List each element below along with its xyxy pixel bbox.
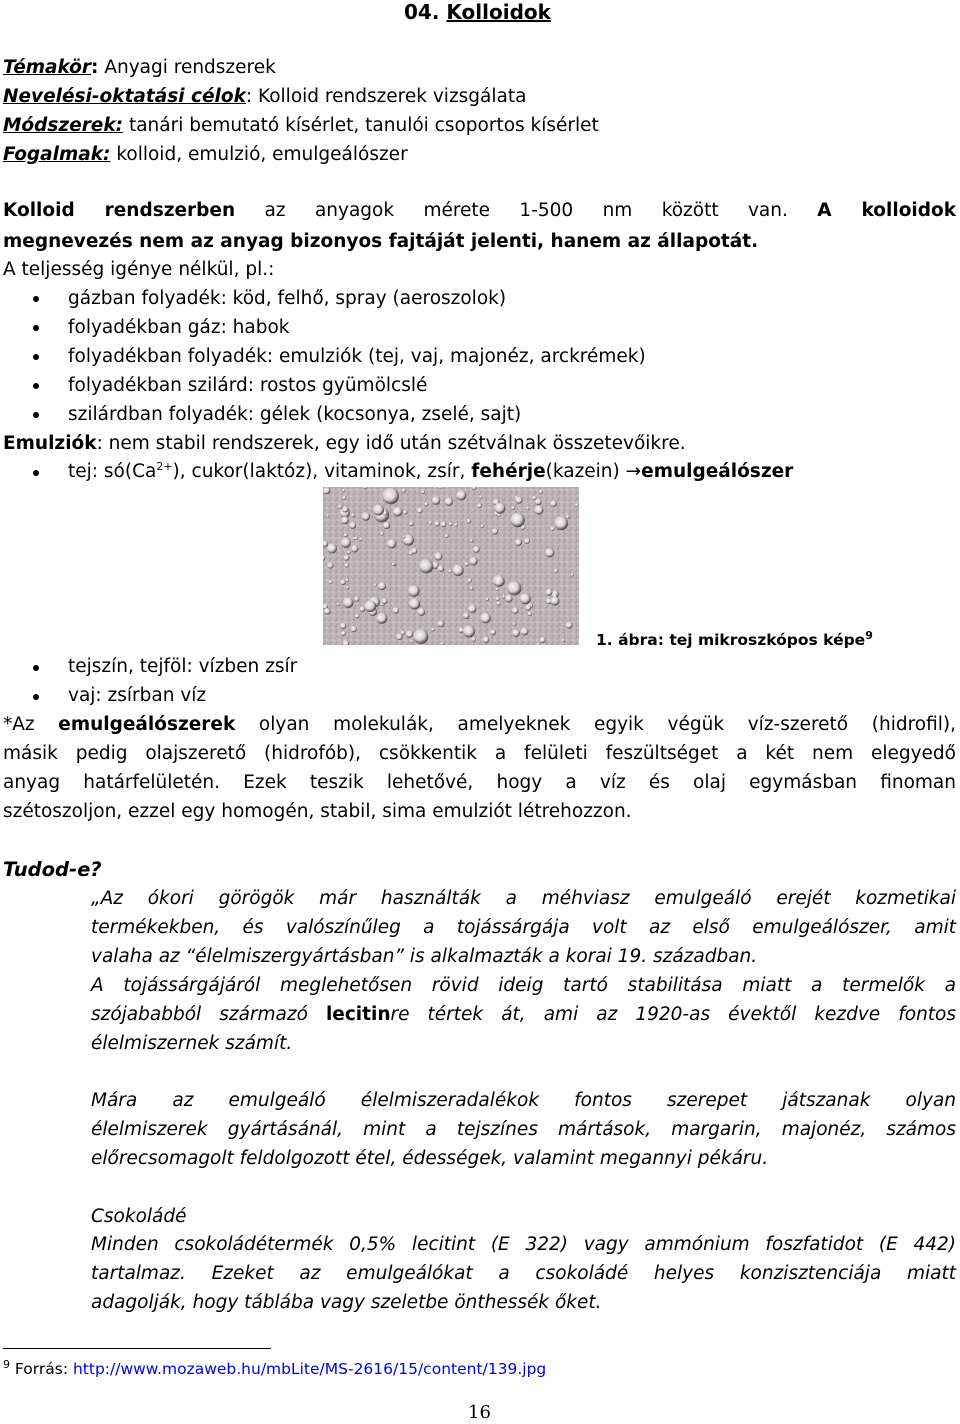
droplet bbox=[470, 539, 473, 542]
droplet bbox=[473, 546, 480, 553]
list-item: folyadékban folyadék: emulziók (tej, vaj, majonéz, arckrémek) bbox=[68, 346, 646, 367]
droplet bbox=[354, 596, 359, 601]
dyk-p3-line: Mára az emulgeáló élelmiszeradalékok fontos szerepet játszanak olyan bbox=[91, 1090, 956, 1111]
droplet bbox=[383, 488, 399, 504]
droplet bbox=[539, 490, 543, 494]
droplet bbox=[471, 637, 475, 641]
figure-footnote-ref: 9 bbox=[865, 628, 873, 642]
droplet bbox=[347, 550, 351, 554]
droplet bbox=[401, 631, 405, 635]
list-item: folyadékban gáz: habok bbox=[68, 317, 290, 338]
arrow-right-icon: → bbox=[625, 461, 642, 482]
droplet bbox=[466, 519, 471, 524]
bullet-icon bbox=[33, 354, 39, 360]
droplet bbox=[515, 539, 522, 546]
droplet bbox=[483, 637, 490, 644]
droplet bbox=[566, 622, 573, 629]
droplet bbox=[524, 538, 530, 544]
droplet bbox=[337, 603, 340, 606]
droplet bbox=[540, 637, 546, 643]
droplet bbox=[545, 548, 554, 557]
list-item: szilárdban folyadék: gélek (kocsonya, zselé, sajt) bbox=[68, 404, 522, 425]
droplet bbox=[554, 569, 558, 573]
milk-line bbox=[68, 459, 794, 482]
meta-topic-label: Témakör bbox=[3, 57, 92, 78]
droplet bbox=[470, 587, 474, 591]
milk-a: tej: só(Ca bbox=[68, 461, 157, 482]
dyk-p1-line: valaha az “élelmiszergyártásban” is alkalmazták a korai 19. században. bbox=[91, 946, 758, 967]
droplet bbox=[481, 525, 484, 528]
droplet bbox=[406, 630, 414, 638]
droplet bbox=[528, 612, 532, 616]
droplet bbox=[480, 613, 491, 624]
bullet-icon bbox=[33, 325, 39, 331]
droplet bbox=[449, 522, 453, 526]
page-number: 16 bbox=[468, 1402, 491, 1423]
meta-topic bbox=[3, 59, 276, 78]
droplet bbox=[432, 496, 440, 504]
droplet bbox=[378, 582, 386, 590]
droplet bbox=[525, 605, 531, 611]
droplet bbox=[477, 503, 482, 508]
droplet bbox=[409, 598, 420, 609]
droplet bbox=[550, 500, 557, 507]
meta-topic-sep: : bbox=[91, 57, 99, 78]
droplet bbox=[351, 626, 357, 632]
bullet-icon bbox=[33, 665, 39, 671]
droplet bbox=[380, 532, 383, 535]
milk-microscope-image bbox=[323, 487, 579, 645]
did-you-know-title: Tudod-e? bbox=[3, 858, 102, 881]
meta-methods-label: Módszerek: bbox=[3, 115, 124, 136]
droplet bbox=[511, 506, 515, 510]
heading-title: Kolloidok bbox=[446, 0, 551, 24]
droplet bbox=[431, 628, 435, 632]
milk-b: ), cukor(laktóz), vitaminok, zsír, bbox=[172, 461, 472, 482]
bullet-icon bbox=[33, 412, 39, 418]
droplet bbox=[396, 634, 402, 640]
droplet bbox=[344, 533, 348, 537]
emulsions-line bbox=[3, 435, 686, 454]
droplet bbox=[505, 595, 513, 603]
droplet bbox=[408, 585, 420, 597]
list-item: folyadékban szilárd: rostos gyümölcslé bbox=[68, 375, 428, 396]
droplet bbox=[551, 596, 560, 605]
emulgator-l1-b: olyan molekulák, amelyeknek egyik végük víz-szerető (hidrofil), bbox=[235, 714, 956, 735]
droplet bbox=[346, 579, 349, 582]
droplet bbox=[502, 595, 505, 598]
droplet bbox=[326, 514, 329, 517]
droplet bbox=[387, 539, 396, 548]
emulgator-l1-bold: emulgeálószerek bbox=[58, 714, 236, 735]
droplet bbox=[512, 607, 519, 614]
dyk-p2-line: A tojássárgájáról meglehetősen rövid ideig tartó stabilitása miatt a termelők a bbox=[91, 975, 956, 996]
milk-bold-emulgator: emulgeálószer bbox=[641, 461, 794, 482]
droplet bbox=[351, 514, 355, 518]
droplet bbox=[492, 528, 498, 534]
droplet bbox=[359, 537, 362, 540]
droplet bbox=[364, 600, 376, 612]
bullet-icon bbox=[33, 470, 39, 476]
droplet bbox=[496, 588, 499, 591]
droplet bbox=[434, 521, 439, 526]
droplet bbox=[403, 510, 407, 514]
droplet bbox=[346, 586, 349, 589]
dyk-p2-b: re tértek át, ami az 1920-as évektől kezdve fontos bbox=[390, 1004, 957, 1025]
droplet bbox=[327, 562, 333, 568]
droplet bbox=[532, 496, 536, 500]
dyk-p2-a: szójababból származó bbox=[91, 1004, 326, 1025]
meta-methods bbox=[3, 117, 599, 136]
droplet bbox=[417, 508, 423, 514]
intro-line-3: A teljesség igénye nélkül, pl.: bbox=[3, 259, 275, 280]
droplet bbox=[449, 570, 452, 573]
droplet bbox=[521, 628, 529, 636]
droplet bbox=[344, 563, 349, 568]
dyk-p2-line-2 bbox=[91, 1000, 956, 1029]
intro-bold-2: A kolloidok bbox=[817, 200, 957, 221]
droplet bbox=[479, 495, 482, 498]
droplet bbox=[441, 642, 444, 645]
droplet bbox=[438, 565, 445, 572]
droplet bbox=[464, 562, 468, 566]
droplet bbox=[429, 521, 433, 525]
meta-goals-sep: : bbox=[245, 86, 253, 107]
droplet bbox=[355, 537, 358, 540]
meta-topic-value: Anyagi rendszerek bbox=[98, 57, 276, 78]
droplet bbox=[393, 507, 403, 517]
intro-bold-1: Kolloid rendszerben bbox=[3, 200, 236, 221]
droplet bbox=[469, 557, 478, 566]
droplet bbox=[495, 597, 499, 601]
droplet bbox=[441, 521, 447, 527]
droplet bbox=[486, 597, 490, 601]
droplet bbox=[392, 563, 395, 566]
emulgator-line-4: szétoszoljon, ezzel egy homogén, stabil, sima emulziót létrehozzon. bbox=[3, 801, 632, 822]
droplet bbox=[360, 606, 366, 612]
emulsions-text: : nem stabil rendszerek, egy idő után szétválnak összetevőikre. bbox=[96, 433, 686, 454]
list-item: tejszín, tejföl: vízben zsír bbox=[68, 656, 298, 677]
intro-rest-1: az anyagok mérete 1-500 nm között van. bbox=[235, 200, 818, 221]
footnote-label: Forrás: bbox=[10, 1360, 73, 1378]
droplet bbox=[374, 584, 377, 587]
droplet bbox=[402, 535, 405, 538]
bullet-icon bbox=[33, 694, 39, 700]
figure-caption bbox=[596, 628, 873, 649]
droplet bbox=[323, 487, 330, 494]
droplet bbox=[468, 605, 476, 613]
meta-goals bbox=[3, 88, 526, 107]
dyk-p4-line: tartalmaz. Ezeket az emulgeálókat a csokoládé helyes konzisztenciája miatt bbox=[91, 1263, 956, 1284]
droplet bbox=[467, 578, 472, 583]
droplet bbox=[383, 522, 390, 529]
droplet bbox=[497, 513, 500, 516]
droplet bbox=[526, 507, 529, 510]
intro-line-2: megnevezés nem az anyag bizonyos fajtáját jelenti, hanem az állapotát. bbox=[3, 231, 759, 252]
droplet bbox=[340, 580, 345, 585]
dyk-p2-line: élelmiszernek számít. bbox=[91, 1033, 293, 1054]
droplet bbox=[452, 565, 464, 577]
droplet bbox=[520, 593, 531, 604]
droplet bbox=[342, 496, 346, 500]
footnote-link[interactable]: http://www.mozaweb.hu/mbLite/MS-2616/15/content/139.jpg bbox=[72, 1360, 547, 1378]
droplet bbox=[411, 548, 417, 554]
droplet bbox=[463, 625, 475, 637]
droplet bbox=[410, 640, 413, 643]
footnote bbox=[3, 1357, 547, 1378]
milk-sup: 2+ bbox=[156, 459, 173, 473]
footnote-divider bbox=[3, 1348, 271, 1349]
dyk-p3-line: előrecsomagolt feldolgozott étel, édességek, valamint megannyi pékáru. bbox=[91, 1148, 769, 1169]
droplet bbox=[546, 589, 553, 596]
droplet bbox=[417, 608, 425, 616]
droplet bbox=[329, 580, 333, 584]
droplet bbox=[445, 534, 449, 538]
emulgator-l1-a: *Az bbox=[3, 714, 59, 735]
meta-methods-value: tanári bemutató kísérlet, tanulói csoportos kísérlet bbox=[123, 115, 599, 136]
milk-bold-protein: fehérje bbox=[471, 461, 546, 482]
droplet bbox=[343, 597, 354, 608]
meta-goals-label: Nevelési-oktatási célok bbox=[3, 86, 246, 107]
droplet bbox=[401, 488, 405, 492]
droplet bbox=[490, 629, 496, 635]
droplet bbox=[515, 497, 522, 504]
bullet-icon bbox=[33, 383, 39, 389]
droplet bbox=[570, 573, 573, 576]
droplet bbox=[393, 607, 399, 613]
dyk-p3-line: élelmiszerek gyártásánál, mint a tejszínes mártások, margarin, majonéz, számos bbox=[91, 1119, 956, 1140]
droplet bbox=[324, 608, 330, 614]
milk-c: (kazein) bbox=[545, 461, 626, 482]
droplet bbox=[327, 544, 337, 554]
droplet bbox=[343, 555, 349, 561]
meta-concepts-label: Fogalmak: bbox=[3, 144, 111, 165]
list-item: vaj: zsírban víz bbox=[68, 685, 207, 706]
dyk-p1-line: termékekben, és valószínűleg a tojássárgája volt az első emulgeálószer, amit bbox=[91, 917, 956, 938]
droplet bbox=[424, 502, 428, 506]
droplet bbox=[414, 629, 429, 644]
droplet bbox=[341, 517, 349, 525]
droplet bbox=[566, 515, 570, 519]
droplet bbox=[351, 545, 358, 552]
droplet bbox=[534, 505, 543, 514]
droplet bbox=[463, 613, 469, 619]
droplet bbox=[349, 522, 356, 529]
footnote-number: 9 bbox=[3, 1357, 10, 1371]
droplet bbox=[340, 623, 346, 629]
dyk-p4-line: Minden csokoládétermék 0,5% lecitint (E 322) vagy ammónium foszfatidot (E 442) bbox=[91, 1234, 956, 1255]
droplet bbox=[512, 629, 520, 637]
bullet-icon bbox=[33, 296, 39, 302]
droplet bbox=[454, 523, 457, 526]
meta-concepts bbox=[3, 146, 408, 165]
droplet bbox=[342, 506, 348, 512]
droplet bbox=[562, 639, 565, 642]
meta-goals-value: Kolloid rendszerek vizsgálata bbox=[252, 86, 527, 107]
emulgator-line-3: anyag határfelületén. Ezek teszik lehetővé, hogy a víz és olaj egymásban finoman bbox=[3, 772, 956, 793]
dyk-p4-line: adagolják, hogy táblába vagy szeletbe önthessék őket. bbox=[91, 1292, 602, 1313]
droplet bbox=[421, 490, 425, 494]
droplet bbox=[507, 581, 521, 595]
heading-number: 04. bbox=[404, 0, 440, 24]
droplet bbox=[456, 490, 466, 500]
droplet bbox=[510, 513, 524, 527]
droplet bbox=[575, 503, 578, 506]
microscope-drawing bbox=[323, 487, 579, 645]
droplet bbox=[341, 631, 346, 636]
dyk-chocolate-title: Csokoládé bbox=[91, 1206, 187, 1227]
droplet bbox=[550, 527, 554, 531]
droplet bbox=[535, 499, 542, 506]
emulgator-line-2: másik pedig olajszerető (hidrofób), csökkentik a felületi feszültséget a két nem elegyedő bbox=[3, 743, 956, 764]
droplet bbox=[381, 598, 387, 604]
dyk-p2-lecithin: lecitin bbox=[325, 1004, 391, 1025]
droplet bbox=[341, 538, 351, 548]
dyk-p1-line: „Az ókori görögök már használták a méhviasz emulgeáló erejét kozmetikai bbox=[91, 888, 956, 909]
droplet bbox=[438, 620, 445, 627]
droplet bbox=[497, 601, 501, 605]
emulsions-label: Emulziók bbox=[3, 433, 97, 454]
droplet bbox=[554, 516, 568, 530]
droplet bbox=[373, 505, 384, 516]
droplet bbox=[419, 559, 433, 573]
droplet bbox=[362, 512, 371, 521]
meta-concepts-value: kolloid, emulzió, emulgeálószer bbox=[110, 144, 408, 165]
page-heading bbox=[404, 2, 551, 22]
droplet bbox=[409, 521, 414, 526]
list-item: gázban folyadék: köd, felhő, spray (aeroszolok) bbox=[68, 288, 507, 309]
figure-caption-text: 1. ábra: tej mikroszkópos képe bbox=[596, 631, 866, 649]
droplet bbox=[338, 504, 343, 509]
droplet bbox=[513, 623, 516, 626]
droplet bbox=[342, 489, 345, 492]
droplet bbox=[434, 552, 442, 560]
droplet bbox=[445, 498, 453, 506]
droplet bbox=[493, 575, 505, 587]
droplet bbox=[355, 614, 360, 619]
droplet bbox=[376, 613, 387, 624]
droplet bbox=[495, 503, 506, 514]
intro-line-1 bbox=[3, 196, 956, 225]
emulgator-line-1 bbox=[3, 710, 956, 739]
